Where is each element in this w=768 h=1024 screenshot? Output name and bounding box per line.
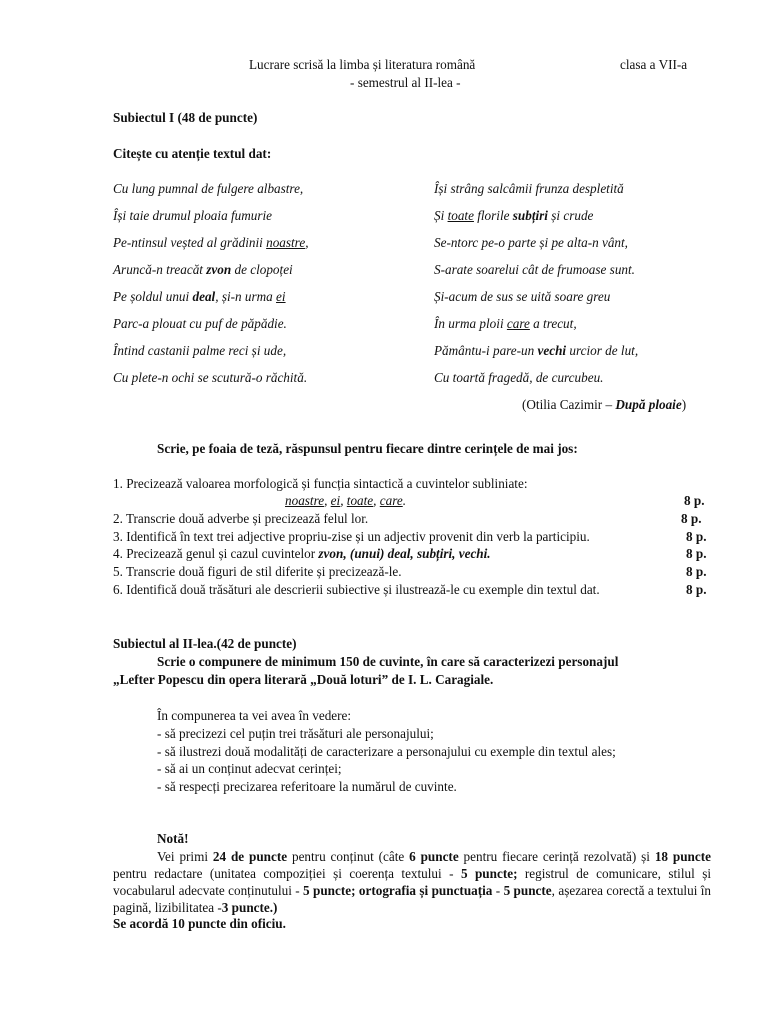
- poem-right-line-5: Și-acum de sus se uită soare greu: [434, 289, 611, 304]
- poem-left-line-5: Pe șoldul unui deal, și-n urma ei: [113, 289, 286, 304]
- bold-word: vechi: [537, 343, 567, 358]
- exam-title: Lucrare scrisă la limba și literatura română: [249, 57, 476, 72]
- official-points: Se acordă 10 puncte din oficiu.: [113, 916, 286, 931]
- poem-right-line-3: Se-ntorc pe-o parte și pe alta-n vânt,: [434, 235, 628, 250]
- subject2-prompt-line2: „Lefter Popescu din opera literară „Două loturi” de I. L. Caragiale.: [113, 672, 494, 687]
- subject2-bullet-2: - să ilustrezi două modalități de caracterizare a personajului cu exemple din textul ales;: [157, 744, 616, 759]
- task-6: 6. Identifică două trăsături ale descrierii subiective și ilustrează-le cu exemple din textul dat.: [113, 582, 600, 597]
- subject2-bullet-4: - să respecți precizarea referitoare la numărul de cuvinte.: [157, 779, 457, 794]
- task-1-points: 8 p.: [684, 493, 705, 508]
- task-4-words: zvon, (unui) deal, subțiri, vechi.: [318, 546, 491, 561]
- semester-label: - semestrul al II-lea -: [350, 75, 461, 90]
- subject2-prompt-line1: Scrie o compunere de minimum 150 de cuvinte, în care să caracterizezi personajul: [157, 654, 619, 669]
- poem-left-line-8: Cu plete-n ochi se scutură-o răchită.: [113, 370, 308, 385]
- poem-right-line-8: Cu toartă fragedă, de curcubeu.: [434, 370, 604, 385]
- underlined-word: care: [506, 316, 530, 331]
- poem-attribution: (Otilia Cazimir – După ploaie): [522, 397, 687, 412]
- subject2-consider: În compunerea ta vei avea în vedere:: [157, 708, 352, 723]
- poem-left-line-2: Își taie drumul ploaia fumurie: [113, 208, 272, 223]
- subject1-title: Subiectul I (48 de puncte): [113, 110, 258, 125]
- poem-left-line-1: Cu lung pumnal de fulgere albastre,: [113, 181, 304, 196]
- task-2: 2. Transcrie două adverbe și precizează felul lor.: [113, 511, 369, 526]
- subject1-instruction: Citește cu atenție textul dat:: [113, 146, 272, 161]
- task-3: 3. Identifică în text trei adjective propriu-zise și un adjectiv provenit din verb la participiu.: [113, 529, 590, 544]
- task-5: 5. Transcrie două figuri de stil diferite și precizează-le.: [113, 564, 402, 579]
- bold-word: subțiri: [512, 208, 548, 223]
- subject2-bullet-3: - să ai un conținut adecvat cerinței;: [157, 761, 342, 776]
- underlined-word: ei: [276, 289, 286, 304]
- poem-title: După ploaie: [615, 397, 682, 412]
- underlined-word: toate: [447, 208, 474, 223]
- poem-right-line-1: Își strâng salcâmii frunza despletită: [434, 181, 624, 196]
- poem-right-line-7: Pământu-i pare-un vechi urcior de lut,: [434, 343, 639, 358]
- subject2-bullet-1: - să precizezi cel puțin trei trăsături ale personajului;: [157, 726, 434, 741]
- task-2-points: 8 p.: [681, 511, 702, 526]
- poem-right-line-6: În urma ploii care a trecut,: [434, 316, 577, 331]
- task-5-points: 8 p.: [686, 564, 707, 579]
- bold-word: deal: [192, 289, 216, 304]
- bold-word: zvon: [206, 262, 232, 277]
- subject2-title: Subiectul al II-lea.(42 de puncte): [113, 636, 297, 651]
- poem-left-line-3: Pe-ntinsul veșted al grădinii noastre,: [113, 235, 309, 250]
- task-1-words: noastre, ei, toate, care.: [285, 493, 407, 508]
- poem-left-line-6: Parc-a plouat cu puf de păpădie.: [113, 316, 287, 331]
- task-6-points: 8 p.: [686, 582, 707, 597]
- underlined-word: noastre: [266, 235, 306, 250]
- task-4: 4. Precizează genul și cazul cuvintelor zvon, (unui) deal, subțiri, vechi.: [113, 546, 491, 561]
- task-3-points: 8 p.: [686, 529, 707, 544]
- poem-right-line-2: Și toate florile subțiri și crude: [434, 208, 594, 223]
- note-title: Notă!: [157, 831, 189, 846]
- poem-left-line-4: Aruncă-n treacăt zvon de clopoței: [113, 262, 293, 277]
- task-4-points: 8 p.: [686, 546, 707, 561]
- note-body: Vei primi 24 de puncte pentru conținut (câte 6 puncte pentru fiecare cerință rezolvată) și 18 puncte pentru redactare (unitatea compoziției și coerența textului - 5 puncte; registrul de comunicare, stilul și vocabularul adecvate conținutului - 5 puncte; ortografia și punctuația - 5 puncte, așezarea corectă a textului în pagină, lizibilitatea -3 puncte.): [113, 849, 711, 915]
- tasks-header: Scrie, pe foaia de teză, răspunsul pentru fiecare dintre cerințele de mai jos:: [157, 441, 578, 456]
- poem-right-line-4: S-arate soarelui cât de frumoase sunt.: [434, 262, 635, 277]
- class-label: clasa a VII-a: [620, 57, 688, 72]
- task-1: 1. Precizează valoarea morfologică și funcția sintactică a cuvintelor subliniate:: [113, 476, 528, 491]
- poem-left-line-7: Întind castanii palme reci și ude,: [113, 343, 287, 358]
